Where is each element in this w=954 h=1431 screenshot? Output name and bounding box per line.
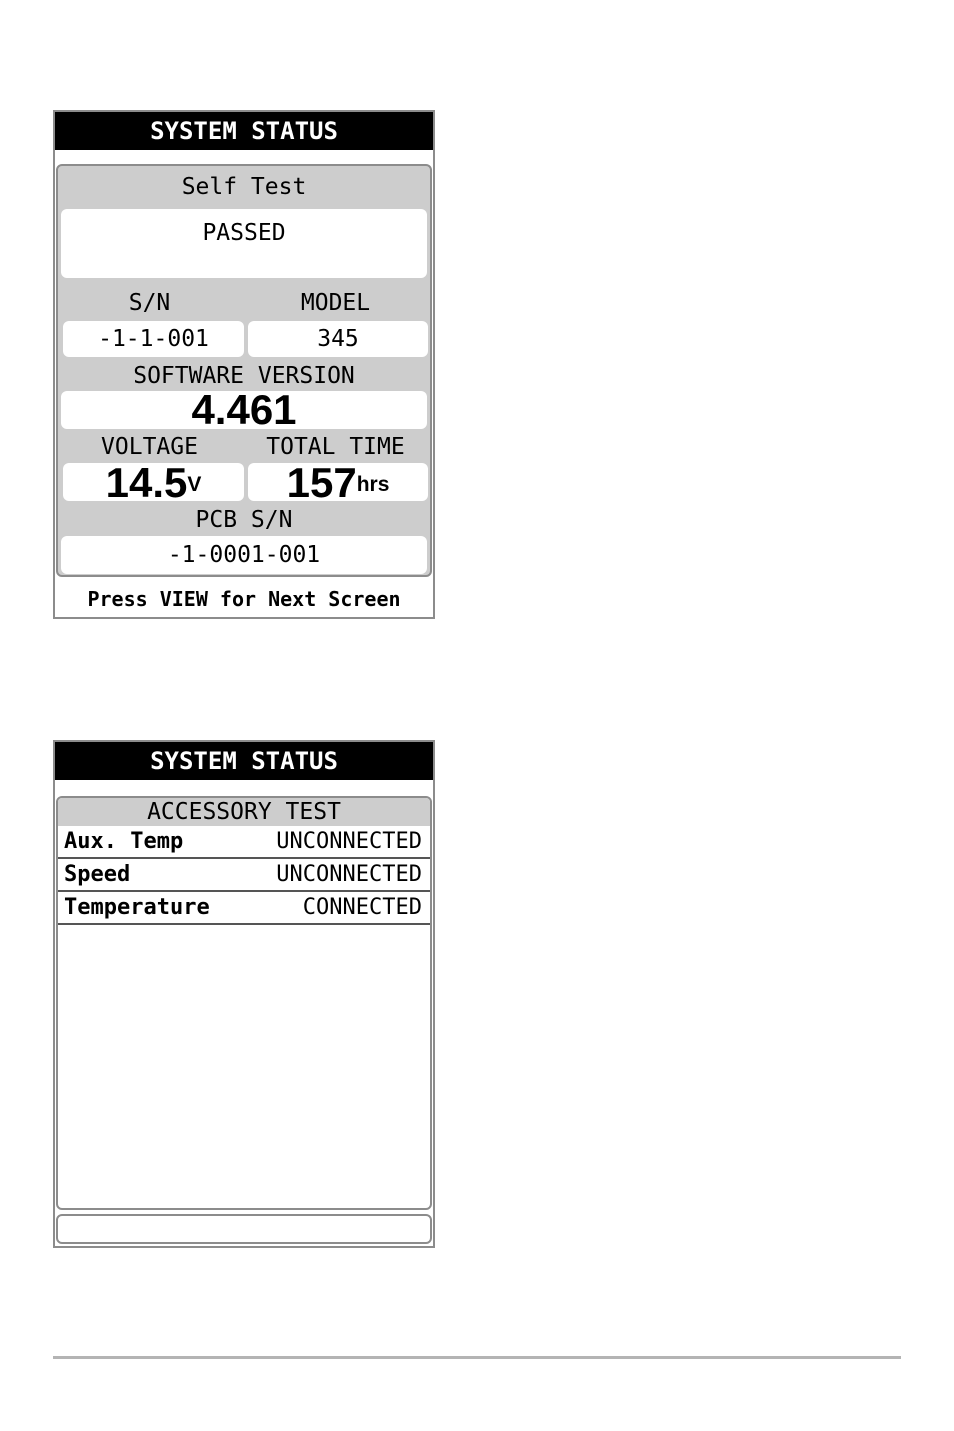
accessory-status: CONNECTED: [302, 895, 422, 920]
accessory-name: Aux. Temp: [64, 829, 184, 854]
voltage-unit: V: [187, 473, 202, 496]
accessory-row: [58, 859, 430, 892]
pcb-sn-label: PCB S/N: [195, 507, 293, 533]
total-time-unit: hrs: [356, 473, 390, 496]
total-time-value: 157: [286, 459, 357, 506]
next-screen-hint: Press VIEW for Next Screen: [87, 587, 401, 611]
sn-value: -1-1-001: [63, 321, 244, 357]
accessory-test-header: ACCESSORY TEST: [58, 798, 430, 826]
pcb-sn-value: -1-0001-001: [61, 536, 427, 574]
self-test-label: Self Test: [181, 174, 307, 200]
voltage-value-box: [63, 459, 244, 506]
accessory-name: Speed: [64, 862, 131, 887]
accessory-name: Temperature: [64, 895, 210, 920]
accessory-row: [58, 892, 430, 925]
total-time-value-box: [248, 459, 428, 506]
total-time-label: TOTAL TIME: [266, 434, 405, 460]
model-value: 345: [248, 321, 428, 357]
accessory-status: UNCONNECTED: [276, 862, 422, 887]
voltage-label: VOLTAGE: [101, 434, 198, 460]
software-version-value: 4.461: [61, 391, 427, 429]
model-label: MODEL: [300, 290, 371, 316]
software-version-label: SOFTWARE VERSION: [133, 363, 355, 389]
accessory-row: [58, 826, 430, 859]
page-divider: [53, 1356, 901, 1359]
sn-label: S/N: [128, 290, 171, 316]
voltage-value: 14.5: [105, 459, 188, 506]
bottom-bar: [56, 1214, 432, 1244]
screen-title: SYSTEM STATUS: [55, 112, 433, 150]
accessory-test-panel: [56, 796, 432, 1210]
accessory-status: UNCONNECTED: [276, 829, 422, 854]
self-test-value: PASSED: [61, 209, 427, 278]
screen-title: SYSTEM STATUS: [55, 742, 433, 780]
system-status-screen-2: [53, 740, 435, 1248]
system-status-screen-1: [53, 110, 435, 619]
status-panel: [56, 164, 432, 577]
